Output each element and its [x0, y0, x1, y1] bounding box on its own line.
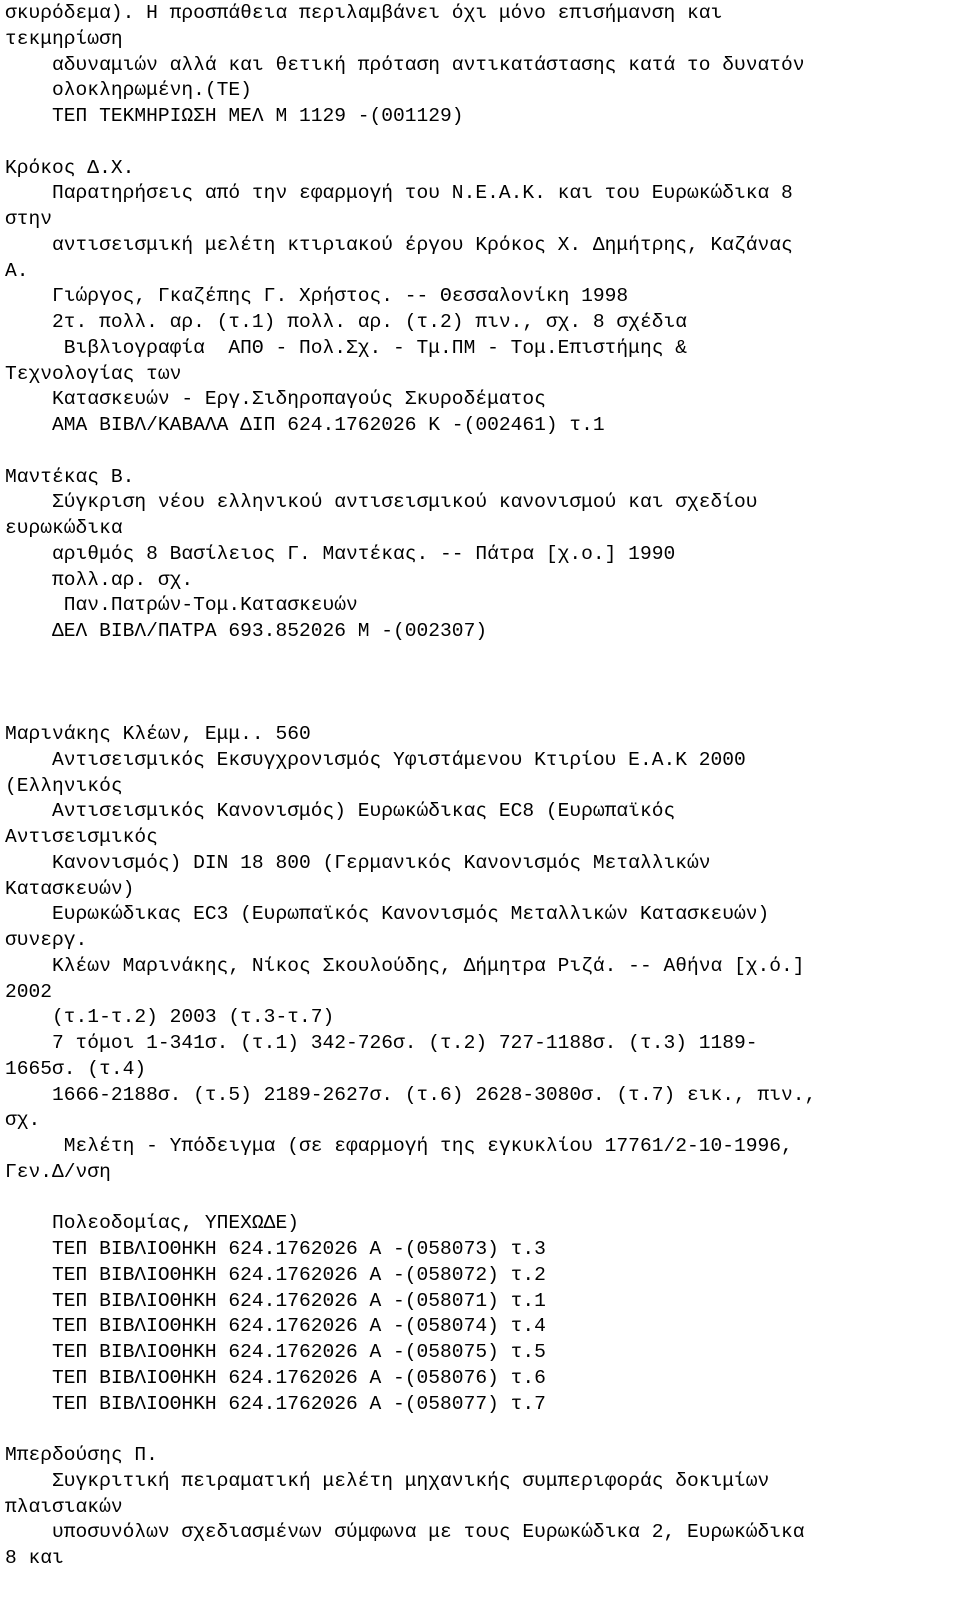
text-line: (Ελληνικός	[5, 774, 123, 797]
text-line: αδυναμιών αλλά και θετική πρόταση αντικατάστασης κατά το δυνατόν	[5, 53, 805, 76]
text-line: ΤΕΠ ΒΙΒΛΙΟΘΗΚΗ 624.1762026 Α -(058073) τ.3	[5, 1238, 546, 1260]
text-line: 7 τόμοι 1-341σ. (τ.1) 342-726σ. (τ.2) 727-1188σ. (τ.3) 1189-	[5, 1032, 758, 1054]
text-line: ΤΕΠ ΒΙΒΛΙΟΘΗΚΗ 624.1762026 Α -(058075) τ.5	[5, 1341, 546, 1363]
text-line: Γεν.Δ/νση	[5, 1160, 111, 1183]
text-line: Κατασκευών - Εργ.Σιδηροπαγούς Σκυροδέματος	[5, 388, 546, 411]
text-line: Κρόκος Δ.Χ.	[5, 156, 135, 179]
text-line: Κανονισμός) DIN 18 800 (Γερμανικός Κανονισμός Μεταλλικών	[5, 851, 711, 874]
text-line: ΤΕΠ ΒΙΒΛΙΟΘΗΚΗ 624.1762026 Α -(058072) τ.2	[5, 1263, 546, 1286]
text-line: Μπερδούσης Π.	[5, 1444, 158, 1466]
text-line: Αντισεισμικός Κανονισμός) Ευρωκώδικας EC8 (Ευρωπαϊκός	[5, 800, 676, 823]
text-line: Παρατηρήσεις από την εφαρμογή του Ν.Ε.Α.Κ. και του Ευρωκώδικα 8	[5, 182, 793, 205]
text-line: τεκμηρίωση	[5, 27, 123, 50]
text-line: Τεχνολογίας των	[5, 362, 182, 385]
text-line: ολοκληρωμένη.(ΤΕ)	[5, 79, 252, 102]
text-line: Κλέων Μαρινάκης, Νίκος Σκουλούδης, Δήμητρα Ριζά. -- Αθήνα [χ.ό.]	[5, 954, 805, 977]
text-line: ΔΕΛ ΒΙΒΛ/ΠΑΤΡΑ 693.852026 Μ -(002307)	[5, 620, 488, 642]
text-line: Κατασκευών)	[5, 877, 135, 900]
text-line: 2τ. πολλ. αρ. (τ.1) πολλ. αρ. (τ.2) πιν., σχ. 8 σχέδια	[5, 311, 687, 333]
text-line: υποσυνόλων σχεδιασμένων σύμφωνα με τους Ευρωκώδικα 2, Ευρωκώδικα	[5, 1521, 805, 1544]
text-line: αντισεισμική μελέτη κτιριακού έργου Κρόκος Χ. Δημήτρης, Καζάνας	[5, 233, 793, 256]
text-line: αριθμός 8 Βασίλειος Γ. Μαντέκας. -- Πάτρα [χ.ο.] 1990	[5, 542, 676, 565]
text-line: πολλ.αρ. σχ.	[5, 568, 194, 591]
text-line: 1665σ. (τ.4)	[5, 1057, 147, 1080]
text-line: ΤΕΠ ΒΙΒΛΙΟΘΗΚΗ 624.1762026 Α -(058076) τ.6	[5, 1366, 546, 1389]
text-line: ΑΜΑ ΒΙΒΛ/ΚΑΒΑΛΑ ΔΙΠ 624.1762026 Κ -(002461) τ.1	[5, 414, 605, 436]
text-line: Αντισεισμικός	[5, 826, 158, 848]
text-line: (τ.1-τ.2) 2003 (τ.3-τ.7)	[5, 1006, 335, 1029]
text-line: Συγκριτική πειραματική μελέτη μηχανικής συμπεριφοράς δοκιμίων	[5, 1469, 770, 1492]
text-line: Αντισεισμικός Εκσυγχρονισμός Υφιστάμενου Κτιρίου Ε.Α.Κ 2000	[5, 748, 746, 771]
text-line: Ευρωκώδικας EC3 (Ευρωπαϊκός Κανονισμός Μεταλλικών Κατασκευών)	[5, 903, 770, 926]
text-line: ΤΕΠ ΒΙΒΛΙΟΘΗΚΗ 624.1762026 Α -(058071) τ.1	[5, 1289, 546, 1312]
text-line: Σύγκριση νέου ελληνικού αντισεισμικού κανονισμού και σχεδίου	[5, 491, 758, 514]
text-line: 8 και	[5, 1547, 64, 1569]
text-line: σχ.	[5, 1109, 41, 1132]
text-line: Μαρινάκης Κλέων, Εμμ.. 560	[5, 723, 311, 745]
text-line: 1666-2188σ. (τ.5) 2189-2627σ. (τ.6) 2628-3080σ. (τ.7) εικ., πιν.,	[5, 1083, 817, 1106]
text-line: 2002	[5, 980, 53, 1003]
text-line: Γιώργος, Γκαζέπης Γ. Χρήστος. -- Θεσσαλονίκη 1998	[5, 285, 629, 308]
text-line: Βιβλιογραφία ΑΠΘ - Πολ.Σχ. - Τμ.ΠΜ - Τομ.Επιστήμης &	[5, 336, 687, 359]
text-line: στην	[5, 208, 53, 230]
text-line: Α.	[5, 259, 29, 282]
text-line: ΤΕΠ ΒΙΒΛΙΟΘΗΚΗ 624.1762026 Α -(058074) τ.4	[5, 1315, 546, 1338]
text-line: ευρωκώδικα	[5, 517, 123, 539]
text-line: πλαισιακών	[5, 1495, 123, 1518]
text-line: Πολεοδομίας, ΥΠΕΧΩΔΕ)	[5, 1212, 299, 1235]
text-line: ΤΕΠ ΒΙΒΛΙΟΘΗΚΗ 624.1762026 Α -(058077) τ.7	[5, 1392, 546, 1415]
text-line: συνεργ.	[5, 929, 88, 951]
text-line: σκυρόδεμα). Η προσπάθεια περιλαμβάνει όχι μόνο επισήμανση και	[5, 2, 723, 24]
text-line: ΤΕΠ ΤΕΚΜΗΡΙΩΣΗ ΜΕΛ Μ 1129 -(001129)	[5, 105, 464, 127]
text-line: Μελέτη - Υπόδειγμα (σε εφαρμογή της εγκυκλίου 17761/2-10-1996,	[5, 1135, 793, 1157]
text-line: Παν.Πατρών-Τομ.Κατασκευών	[5, 594, 358, 617]
text-line: Μαντέκας Β.	[5, 465, 135, 488]
